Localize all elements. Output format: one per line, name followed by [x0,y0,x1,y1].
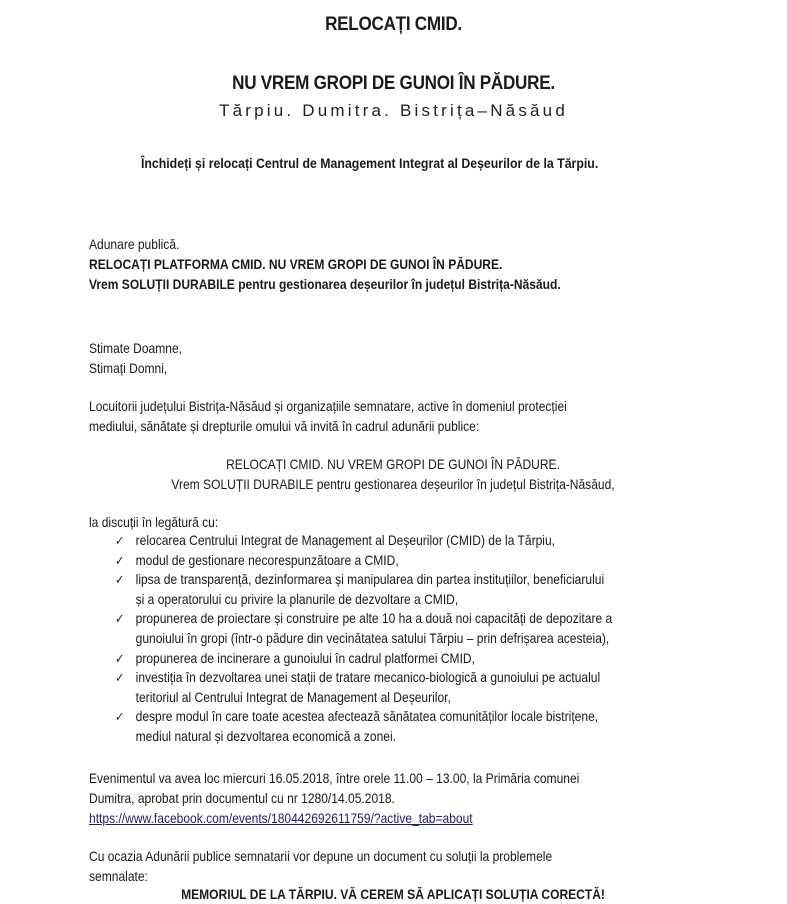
checklist-item-line: propunerea de incinerare a gunoiului în cadrul platformei CMID, [135,649,475,666]
closing-line-2: semnalate: [89,868,148,884]
checklist-item-line: despre modul în care toate acestea afectează sănătatea comunităților locale bistrițene, [135,708,599,725]
checklist-item [115,531,612,551]
checkmark-icon: ✓ [115,709,125,725]
discussion-checklist [115,531,612,747]
closing-line-1: Cu ocazia Adunării publice semnatarii vor depune un document cu soluții la problemele [89,848,553,864]
facebook-event-link[interactable]: https://www.facebook.com/events/180442692611759/?active_tab=about [89,810,473,826]
location-line: Tărpiu. Dumitra. Bistrița–Năsăud [219,101,568,120]
greeting-block [89,338,182,378]
checkmark-icon: ✓ [115,552,125,568]
checklist-item-line: relocarea Centrului Integrat de Management al Deșeurilor (CMID) de la Tărpiu, [135,532,556,548]
checkmark-icon: ✓ [115,650,125,666]
checkmark-icon: ✓ [115,611,125,627]
checklist-item-line: teritoriul al Centrului Integrat de Management al Deșeurilor, [135,688,451,705]
announcement-line-2 [89,274,561,294]
closing-paragraph [89,846,552,886]
slogan-line-2: Vrem SOLUȚII DURABILE pentru gestionarea deșeurilor în județul Bistrița-Năsăud, [171,476,615,492]
greeting-line-2: Stimați Domni, [89,360,168,376]
announcement-line-1: RELOCAȚI PLATFORMA CMID. NU VREM GROPI DE GUNOI ÎN PĂDURE. [89,256,503,272]
checklist-item-line: propunerea de proiectare și construire pe alte 10 ha a două noi capacități de depozitare a [135,610,613,627]
event-paragraph [89,768,579,828]
intro-paragraph [89,396,567,436]
announcement-block [89,234,561,294]
checklist-item-line: mediul natural și dezvoltarea economică a zonei. [135,727,396,744]
announcement-line-2-bold: Vrem SOLUȚII DURABILE [89,276,235,292]
checklist-item-line: modul de gestionare necorespunzătoare a CMID, [135,551,399,568]
checklist-item [115,551,612,571]
intro-line-1: Locuitorii județului Bistrița-Năsăud și organizațiile semnatare, active în domeniul protecției [89,398,567,414]
checklist-item [115,649,612,669]
checkmark-icon: ✓ [115,572,125,588]
checklist-item [115,668,612,707]
event-line-2: Dumitra, aprobat prin documentul cu nr 1280/14.05.2018. [89,790,395,806]
discussion-label: la discuții în legătură cu: [89,514,219,530]
memoriu-title: MEMORIUL DE LA TĂRPIU. VĂ CEREM SĂ APLICAȚI SOLUȚIA CORECTĂ! [181,886,605,902]
slogan-line-1: RELOCAȚI CMID. NU VREM GROPI DE GUNOI ÎN PĂDURE. [226,456,560,472]
checklist-item [115,570,612,609]
checkmark-icon: ✓ [115,533,125,548]
checklist-item-line: și a operatorului cu privire la planurile de dezvoltare a CMID, [135,590,459,607]
checklist-item-line: gunoiului în gropi (într-o pădure din vecinătatea satului Tărpiu – prin defrișarea acesteia), [135,629,610,646]
checkmark-icon: ✓ [115,670,125,686]
greeting-line-1: Stimate Doamne, [89,340,183,356]
headline: Închideți și relocați Centrul de Management Integrat al Deșeurilor de la Tărpiu. [140,155,599,171]
intro-line-2: mediului, sănătate și drepturile omului vă invită în cadrul adunării publice: [89,418,480,434]
announcement-line-2-rest: pentru gestionarea deșeurilor în județul Bistrița-Năsăud. [234,276,561,292]
checklist-item [115,707,612,746]
checklist-item-line: investiția în dezvoltarea unei stații de tratare mecanico-biologică a gunoiului pe actualul [135,669,601,686]
page-subtitle: NU VREM GROPI DE GUNOI ÎN PĂDURE. [232,73,555,94]
page-title: RELOCAȚI CMID. [325,14,462,35]
announcement-label: Adunare publică. [89,236,180,252]
checklist-item [115,609,612,648]
event-line-1: Evenimentul va avea loc miercuri 16.05.2018, între orele 11.00 – 13.00, la Primăria comunei [89,770,580,786]
slogan-block [0,454,786,494]
checklist-item-line: lipsa de transparență, dezinformarea și manipularea din partea instituțiilor, beneficiarului [135,571,605,588]
